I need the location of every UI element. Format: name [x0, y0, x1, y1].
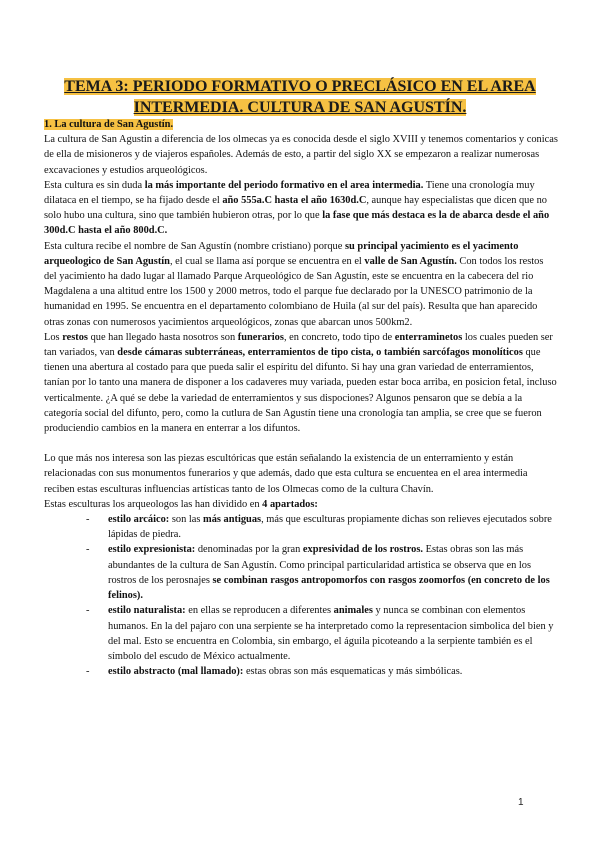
- page-number: 1: [518, 797, 524, 808]
- document-body: [44, 117, 558, 679]
- list-item-naturalista: - estilo naturalista: en ellas se reproducen a diferentes animales y nunca se combinan con elementos humanos. En la del pajaro con una serpiente se ha interpretado como la representacion simbolica del bien y del mal. Esto se encuentra en Colombia, sin embargo, el águila picoteando a la serpiente también es el símbolo del escudo de México actualmente.: [108, 603, 558, 664]
- paragraph-4: Los restos que han llegado hasta nosotros son funerarios, en concreto, todo tipo de enterraminetos los cuales pueden ser tan variados, van desde cámaras subterráneas, enterramientos de tipo cista, o también sarcófagos monolíticos que tienen una abertura al costado para que pueda salir el espíritu del difunto. Si hay una gran variedad de enterramientos, tanían por lo tanto una manera de disponer a los cadaveres muy variada, pueden estar boca arriba, en posicion fetal, incluso verticalmente. ¿A qué se debe la variedad de enterramientos y sus dispociones? Algunos pensaron que se debía a la categoría social del difunto, pero, como la cutlura de San Agustín tiene una cronología tan amplia, se cree que se fueron produciendio cambios en la manera en enterrar a los difuntos.: [44, 331, 557, 435]
- paragraph-3: Esta cultura recibe el nombre de San Agustín (nombre cristiano) porque su principal yacimiento es el yacimento arqueologico de San Agustín, el cual se llama así porque se encuentra en el valle de San Agustín. Con todos los restos del yacimiento ha dado lugar al llamado Parque Arqueológico de San Agustín, este se encuentra en la cabecera del rio Magdalena a una altitud entre los 1500 y 2000 metros, todo el parque fue declarado por la UNESCO patrimonio de la humanidad en 1995. Se encuentra en el departamento colombiano de Huila (al sur del país). Resulta que han aparecido otras zonas con numerosos yacimientos arqueológicos, zonas que abarcan unos 500km2.: [44, 240, 544, 328]
- document-title: [40, 76, 560, 118]
- paragraph-spacer: [44, 436, 558, 451]
- paragraph-2: Esta cultura es sin duda la más importante del periodo formativo en el area intermedia. Tiene una cronología muy dilataca en el tiempo, se ha fijado desde el año 555a.C hasta el año 1630d.C, aunque hay especialistas que dicen que no solo hubo una cultura, sino que también hubieron otras, por lo que la fase que más destaca es la de abarca desde el año 300d.C hasta el año 800d.C.: [44, 179, 550, 237]
- section-heading: 1. La cultura de San Agustín.: [44, 119, 174, 130]
- list-item-arcaico: - estilo arcáico: son las más antiguas, más que esculturas propiamente dichas son relieves ejecutados sobre lápidas de piedra.: [108, 512, 558, 542]
- list-item-expresionista: - estilo expresionista: denominadas por la gran expresividad de los rostros. Estas obras son las más abundantes de la cultura de San Agustín. Como principal particularidad artistica se observa que en los rostros de los perosnajes se combinan rasgos antropomorfos con rasgos zoomorfos (en concreto de los felinos).: [108, 542, 558, 603]
- title-text: TEMA 3: PERIODO FORMATIVO O PRECLÁSICO EN EL AREA INTERMEDIA. CULTURA DE SAN AGUSTÍN.: [64, 78, 536, 116]
- paragraph-1: La cultura de San Agustin a diferencia de los olmecas ya es conocida desde el siglo XVIII y tenemos comentarios y conicas de ella de misioneros y de viajeros españoles. Además de esto, a partir del siglo XX se empezaron a realizar numerosas excavaciones y estudios arqueológicos.: [44, 134, 558, 176]
- sculpture-styles-list: [44, 512, 558, 679]
- list-item-abstracto: - estilo abstracto (mal llamado): estas obras son más esquematicas y más simbólicas.: [108, 664, 558, 679]
- paragraph-6: Estas esculturas los arqueologos las han dividido en 4 apartados:: [44, 498, 318, 510]
- paragraph-5: Lo que más nos interesa son las piezas escultóricas que están señalando la existencia de un enterramiento y están relacionadas con sus monumentos funerarios y que además, dado que esta cultura se encuentea en el area intermedia reciben estas esculturas influencias artísticas tanto de los Olmecas como de la cultura Chavín.: [44, 453, 528, 495]
